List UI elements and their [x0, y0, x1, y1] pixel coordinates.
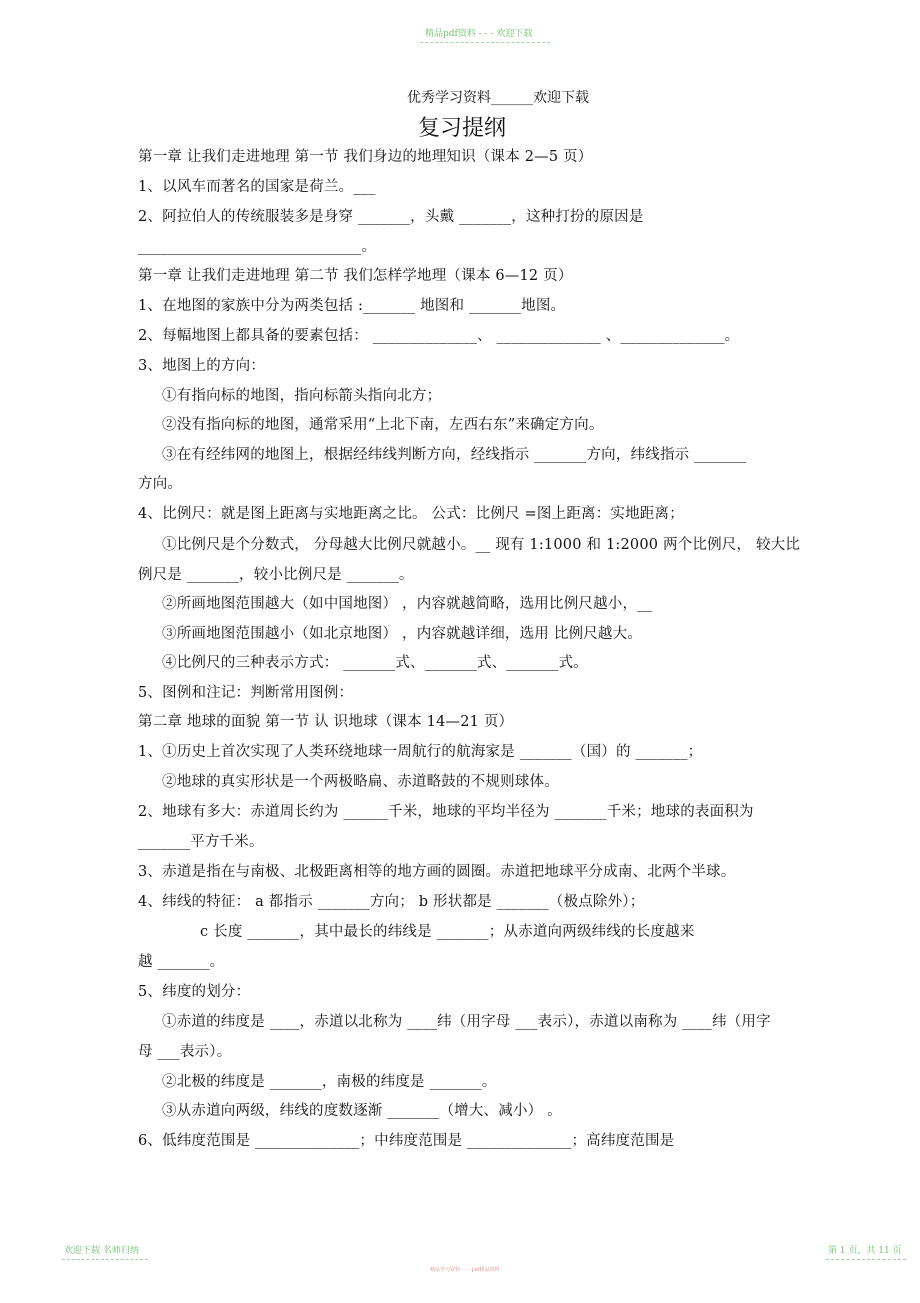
- content-line: ②地球的真实形状是一个两极略扁、赤道略鼓的不规则球体。: [162, 774, 559, 790]
- footer-right-rule: [826, 1259, 906, 1260]
- content-line: ②没有指向标的地图，通常采用“上北下南，左西右东”来确定方向。: [162, 417, 604, 433]
- content-line: 6、低纬度范围是 ______________；中纬度范围是 ______________；高纬度范围是: [138, 1133, 675, 1149]
- content-line: ①有指向标的地图，指向标箭头指向北方；: [162, 388, 442, 404]
- content-line: 4、纬线的特征： a 都指示 _______方向； b 形状都是 _______（极点除外）；: [138, 894, 645, 910]
- content-line: ③在有经纬网的地图上，根据经纬线判断方向，经线指示 _______方向，纬线指示 _______: [162, 447, 747, 463]
- content-line: ①赤道的纬度是 ____，赤道以北称为 ____纬（用字母 ___表示），赤道以南称为 ____纬（用字: [162, 1014, 771, 1030]
- content-line: _______平方千米。: [138, 834, 264, 850]
- page-header: 优秀学习资料______欢迎下载: [407, 90, 589, 106]
- content-line: ④比例尺的三种表示方式： _______式、_______式、_______式。: [162, 655, 588, 671]
- content-line: 1、①历史上首次实现了人类环绕地球一周航行的航海家是 _______（国）的 _______；: [138, 744, 703, 760]
- footer-center-watermark: 精品学习资料 - - - pdf精品资料: [430, 1267, 500, 1273]
- document-title: 复习提纲: [418, 116, 507, 141]
- content-line: ②所画地图范围越大（如中国地图） ，内容就越简略，选用比例尺越小，__: [162, 596, 653, 612]
- content-line: 方向。: [138, 476, 183, 492]
- content-line: 第一章 让我们走进地理 第二节 我们怎样学地理（课本 6—12 页）: [138, 268, 573, 284]
- footer-left-rule: [62, 1259, 148, 1260]
- content-line: 5、纬度的划分：: [138, 984, 251, 1000]
- top-watermark-rule: [420, 42, 550, 43]
- content-line: 2、每幅地图上都具备的要素包括： ______________、 ______________ 、______________。: [138, 328, 740, 344]
- content-line: 4、比例尺：就是图上距离与实地距离之比。 公式：比例尺 =图上距离：实地距离；: [138, 506, 684, 522]
- content-line: ③从赤道向两级，纬线的度数逐渐 _______（增大、减小） 。: [162, 1103, 562, 1119]
- footer-page-number: 第 1 页，共 11 页: [828, 1246, 902, 1256]
- content-line: 2、阿拉伯人的传统服装多是身穿 _______，头戴 _______，这种打扮的原因是: [138, 209, 644, 225]
- content-line: ①比例尺是个分数式， 分母越大比例尺就越小。__ 现有 1:1000 和 1:2000 两个比例尺， 较大比: [162, 537, 801, 553]
- content-line: 1、在地图的家族中分为两类包括 :_______ 地图和 _______地图。: [138, 298, 566, 314]
- content-line: 第一章 让我们走进地理 第一节 我们身边的地理知识（课本 2—5 页）: [138, 149, 593, 165]
- content-line: 越 _______。: [138, 954, 225, 970]
- content-line: 2、地球有多大：赤道周长约为 ______千米，地球的平均半径为 _______千米；地球的表面积为: [138, 804, 754, 820]
- content-line: 第二章 地球的面貌 第一节 认 识地球（课本 14—21 页）: [138, 714, 514, 730]
- content-line: 5、图例和注记：判断常用图例：: [138, 685, 354, 701]
- top-watermark: 精品pdf资料 - - - 欢迎下载: [425, 29, 533, 39]
- content-line: ______________________________。: [138, 239, 377, 255]
- footer-left-watermark: 欢迎下载 名师归纳: [64, 1246, 139, 1256]
- content-line: 3、赤道是指在与南极、北极距离相等的地方画的圆圈。赤道把地球平分成南、北两个半球。: [138, 864, 736, 880]
- content-line: 3、地图上的方向：: [138, 358, 266, 374]
- content-line: 例尺是 _______，较小比例尺是 _______。: [138, 567, 414, 583]
- content-line: 1、以风车而著名的国家是荷兰。___: [138, 179, 376, 195]
- content-line: 母 ___表示）。: [138, 1044, 232, 1060]
- content-line: ③所画地图范围越小（如北京地图） ，内容就越详细，选用 比例尺越大。: [162, 626, 643, 642]
- content-line: c 长度 _______，其中最长的纬线是 _______；从赤道向两级纬线的长度越来: [200, 924, 695, 940]
- content-line: ②北极的纬度是 _______，南极的纬度是 _______。: [162, 1074, 497, 1090]
